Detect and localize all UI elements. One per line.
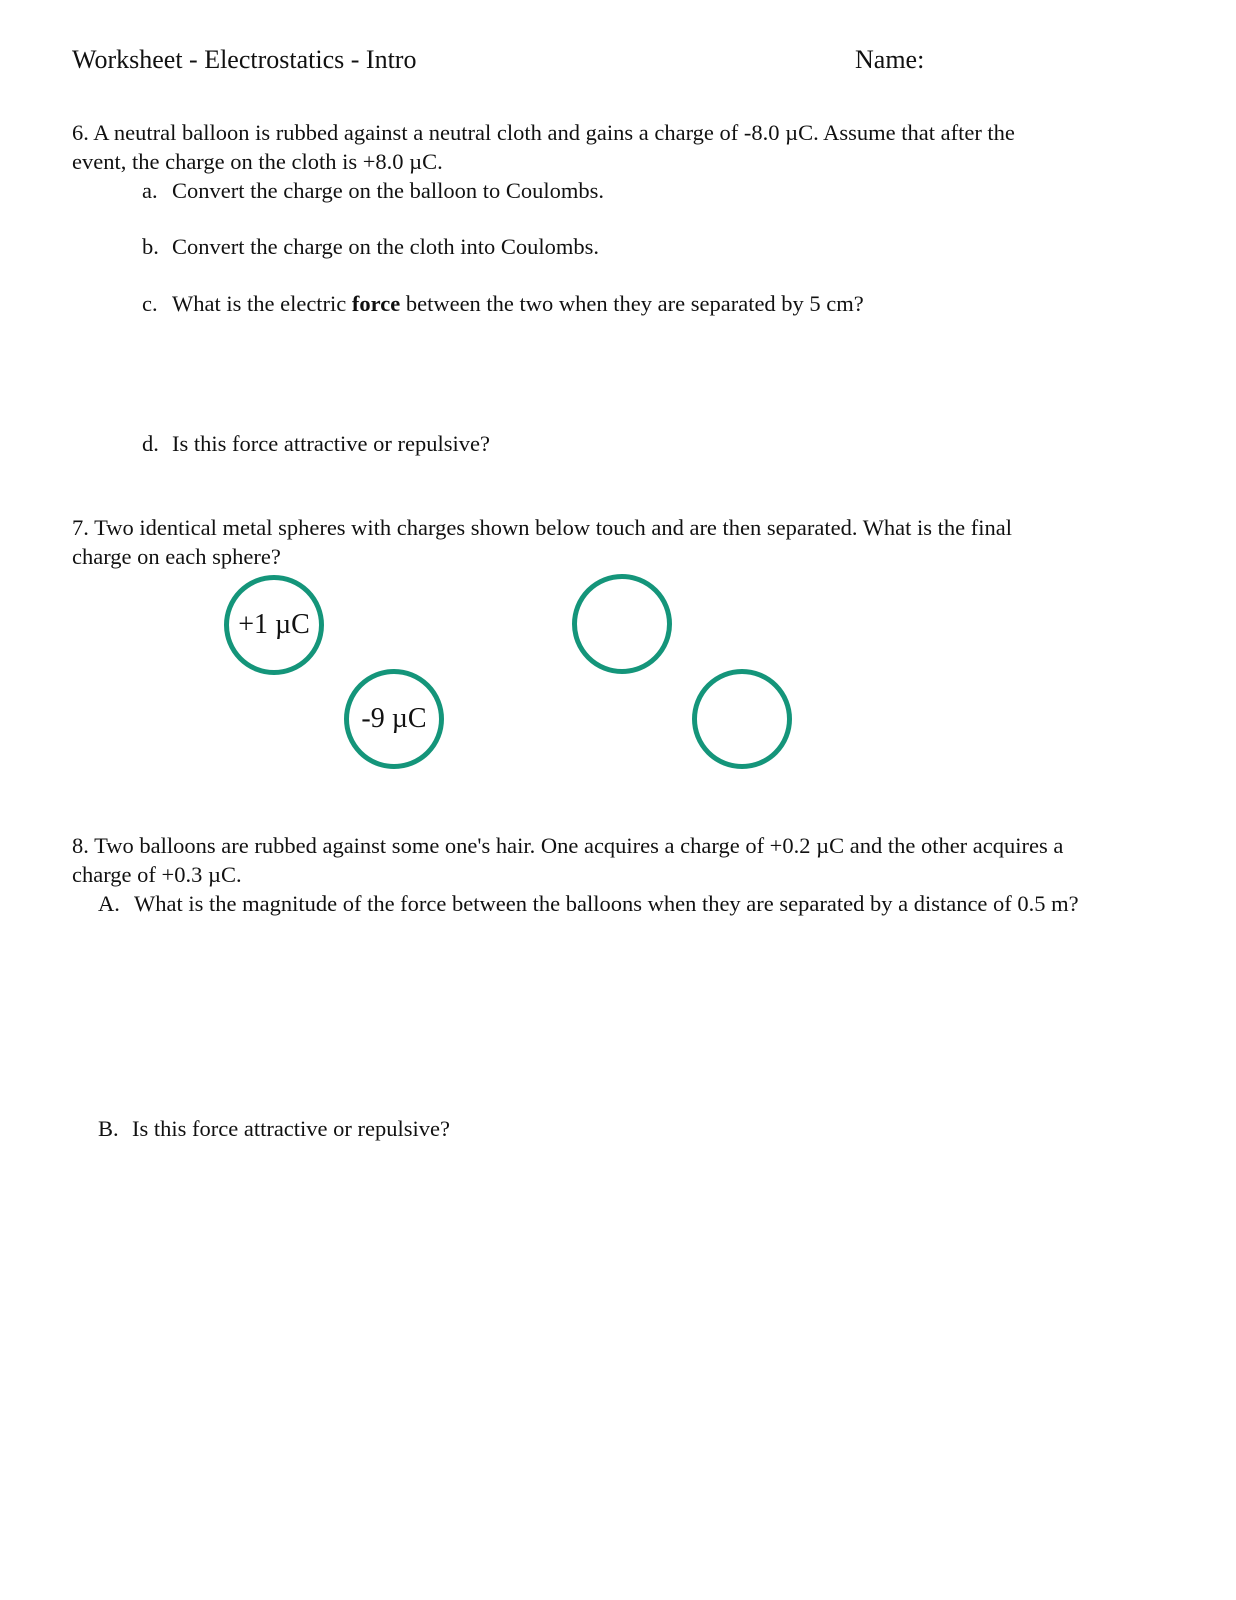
part-label: A. (98, 891, 120, 916)
part-text-after: between the two when they are separated by 5 cm? (400, 291, 864, 316)
part-label: d. (142, 431, 159, 456)
name-label: Name: (855, 45, 925, 74)
question-6-part-a (142, 176, 604, 205)
sphere-initial-1 (224, 575, 324, 675)
question-8-part-b (98, 1114, 450, 1143)
sphere-final-1 (572, 574, 672, 674)
question-7-line-2: charge on each sphere? (72, 544, 281, 569)
worksheet-title: Worksheet - Electrostatics - Intro (72, 45, 417, 74)
question-8 (72, 831, 1172, 889)
part-text-bold: force (351, 291, 401, 316)
question-6-line-1: 6. A neutral balloon is rubbed against a neutral cloth and gains a charge of -8.0 µC. Assume that after the (72, 120, 1015, 145)
part-label: B. (98, 1116, 119, 1141)
question-6 (72, 118, 1162, 176)
part-text: Convert the charge on the cloth into Coulombs. (172, 234, 600, 259)
question-6-part-c (142, 289, 864, 318)
question-8-line-1: 8. Two balloons are rubbed against some one's hair. One acquires a charge of +0.2 µC and the other acquires a (72, 833, 1064, 858)
sphere-charge-label: -9 µC (361, 703, 427, 734)
part-text: Is this force attractive or repulsive? (172, 431, 490, 456)
question-6-part-b (142, 232, 599, 261)
question-7-line-1: 7. Two identical metal spheres with charges shown below touch and are then separated. What is the final (72, 515, 1013, 540)
part-text: What is the magnitude of the force between the balloons when they are separated by a distance of 0.5 m? (134, 891, 1079, 916)
part-text: Is this force attractive or repulsive? (132, 1116, 450, 1141)
question-6-part-d (142, 429, 490, 458)
sphere-final-2 (692, 669, 792, 769)
part-label: c. (142, 291, 158, 316)
part-text-before: What is the electric (172, 291, 352, 316)
question-7 (72, 513, 1162, 571)
sphere-initial-2 (344, 669, 444, 769)
question-6-line-2: event, the charge on the cloth is +8.0 µC. (72, 149, 443, 174)
sphere-charge-label: +1 µC (238, 609, 310, 640)
question-8-line-2: charge of +0.3 µC. (72, 862, 242, 887)
part-label: b. (142, 234, 159, 259)
part-text: Convert the charge on the balloon to Coulombs. (172, 178, 605, 203)
part-label: a. (142, 178, 158, 203)
question-8-part-a (98, 889, 1079, 918)
